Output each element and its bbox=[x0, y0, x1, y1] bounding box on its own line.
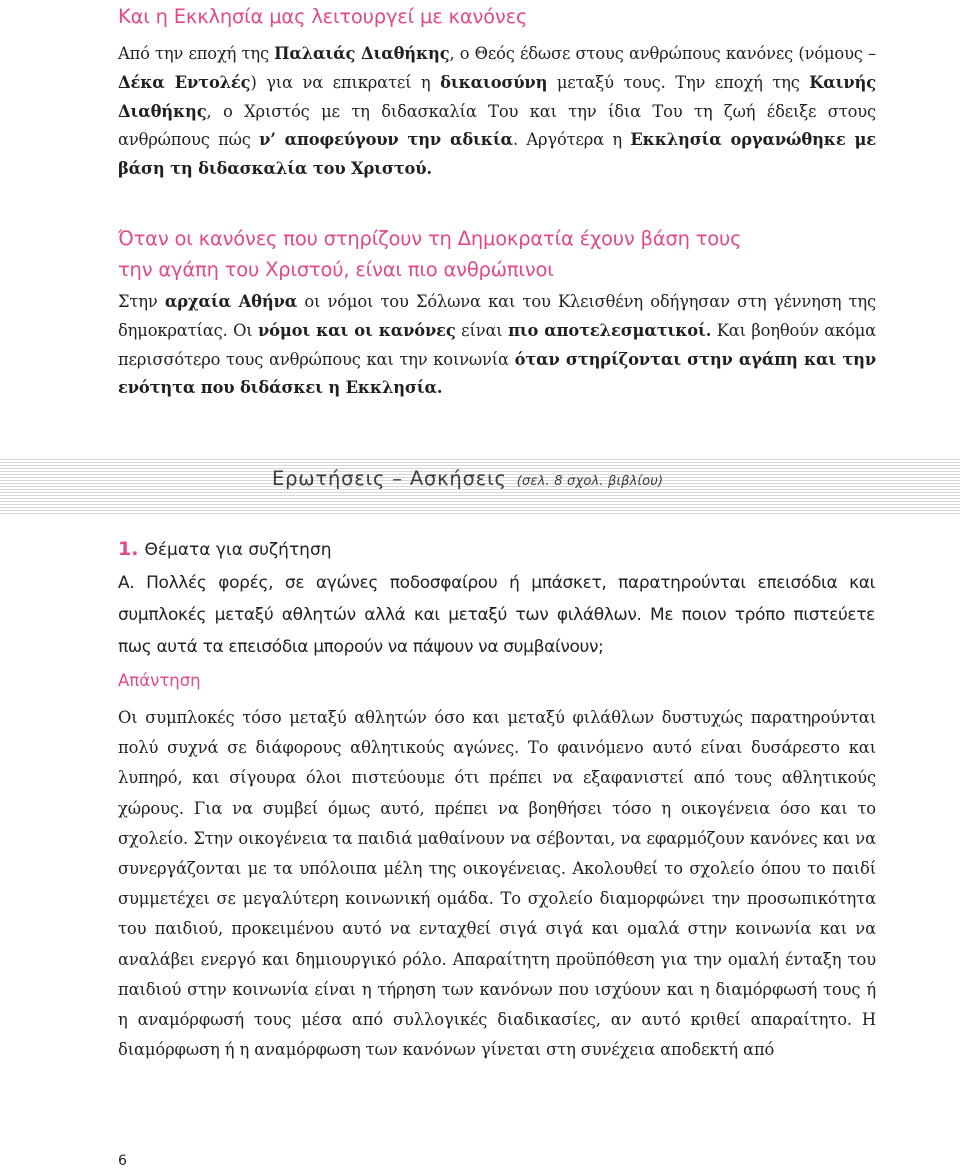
text-run: Και βοηθούν ακόμα περισσότερο τους ανθρώπους και την κοινωνία bbox=[118, 320, 877, 369]
text-run: Στην bbox=[118, 292, 165, 311]
text-run: , ο Θεός έδωσε στους ανθρώπους κανόνες (νόμους – bbox=[449, 44, 876, 63]
heading-line-1: Όταν οι κανόνες που στηρίζουν τη Δημοκρατία έχουν βάση τους bbox=[118, 227, 742, 250]
exercises-reference: (σελ. 8 σχολ. βιβλίου) bbox=[516, 474, 664, 489]
text-run: . Αργότερα η bbox=[512, 130, 631, 150]
text-run: είναι bbox=[455, 320, 509, 340]
answer-text: Οι συμπλοκές τόσο μεταξύ αθλητών όσο και μεταξύ φιλάθλων δυστυχώς παρατηρούνται πολύ συχνά σε διάφορους αθλητικούς αγώνες. Το φαινόμενο αυτό είναι δυσάρεστο και λυπηρό, και σίγουρα όλοι πιστεύουμε ότι πρέπει να εξαφανιστεί από τους αθλητικούς χώρους. Για να συμβεί όμως αυτό, πρέπει να βοηθήσει τόσο η οικογένεια όσο και το σχολείο. Στην οικογένεια τα παιδιά μαθαίνουν να σέβονται, να εφαρμόζουν κανόνες και να συνεργάζονται με τα υπόλοιπα μέλη της οικογένειας. Ακολουθεί το σχολείο όπου το παιδί συμμετέχει σε μεγαλύτερη κοινωνική ομάδα. Το σχολείο διαμορφώνει την προσωπικότητα του παιδιού, προκειμένου αυτό να ενταχθεί σιγά σιγά και ομαλά στην κοινωνία και να αναλάβει ενεργό και δημιουργικό ρόλο. Απαραίτητη προϋπόθεση για την ομαλή ένταξη του παιδιού στην κοινωνία είναι η τήρηση των κανόνων που ισχύουν και η διαμόρφωσή τους ή η αναμόρφωσή τους μέσα από συλλογικές διαδικασίες, αν αυτό κριθεί απαραίτητο. Η διαμόρφωση ή η αναμόρφωση των κανόνων γίνεται στη συνέχεια αποδεκτή από bbox=[118, 708, 876, 1060]
exercises-title bbox=[272, 467, 663, 490]
question-text: Α. Πολλές φορές, σε αγώνες ποδοσφαίρου ή μπάσκετ, παρατηρούνται επεισόδια και συμπλοκές μεταξύ αθλητών αλλά και μεταξύ των φιλάθλων. Με ποιον τρόπο πιστεύετε πως αυτά τα επεισόδια μπορούν να πάψουν να συμβαίνουν; bbox=[118, 573, 875, 657]
text-run: ) για να επικρατεί η bbox=[250, 72, 441, 92]
bold-phrase: ν’ αποφεύγουν την αδικία bbox=[259, 130, 513, 150]
bold-phrase: πιο αποτελεσματικοί. bbox=[508, 320, 712, 340]
bold-phrase: αρχαία Αθήνα bbox=[164, 292, 298, 311]
section-paragraph-church-rules bbox=[118, 40, 876, 184]
section-heading-church-rules: Και η Εκκλησία μας λειτουργεί με κανόνες bbox=[118, 5, 528, 28]
text-run: Από την εποχή της bbox=[118, 44, 275, 63]
heading-line-2: την αγάπη του Χριστού, είναι πιο ανθρώπινοι bbox=[118, 258, 554, 281]
bold-phrase: Εκκλησία οργανώθηκε με βάση τη διδασκαλία του Χριστού. bbox=[118, 130, 876, 179]
answer-label: Απάντηση bbox=[118, 671, 201, 690]
bold-phrase: Δέκα Εντολές bbox=[118, 72, 251, 92]
question-number: 1. bbox=[118, 538, 139, 560]
bold-phrase: νόμοι και οι κανόνες bbox=[258, 320, 456, 340]
bold-phrase: Καινής Διαθήκης bbox=[118, 72, 876, 121]
question-header bbox=[118, 538, 332, 560]
question-topic: Θέματα για συζήτηση bbox=[144, 540, 332, 560]
bold-phrase: Παλαιάς Διαθήκης bbox=[274, 44, 450, 63]
bold-phrase: δικαιοσύνη bbox=[440, 72, 548, 92]
text-run: μεταξύ τους. Την εποχή της bbox=[547, 72, 810, 92]
text-run: , ο Χριστός με τη διδασκαλία Του και την ίδια Του τη ζωή έδειξε στους ανθρώπους πώς bbox=[118, 101, 876, 150]
section-heading-democracy bbox=[118, 223, 741, 285]
section-paragraph-democracy bbox=[118, 288, 876, 403]
page-number: 6 bbox=[118, 1153, 127, 1169]
text-run: οι νόμοι του Σόλωνα και του Κλεισθένη οδήγησαν στη γέννηση της δημοκρατίας. Οι bbox=[118, 292, 876, 340]
exercises-heading: Ερωτήσεις – Ασκήσεις bbox=[272, 467, 507, 490]
bold-phrase: όταν στηρίζονται στην αγάπη και την ενότητα που διδάσκει η Εκκλησία. bbox=[118, 349, 876, 398]
